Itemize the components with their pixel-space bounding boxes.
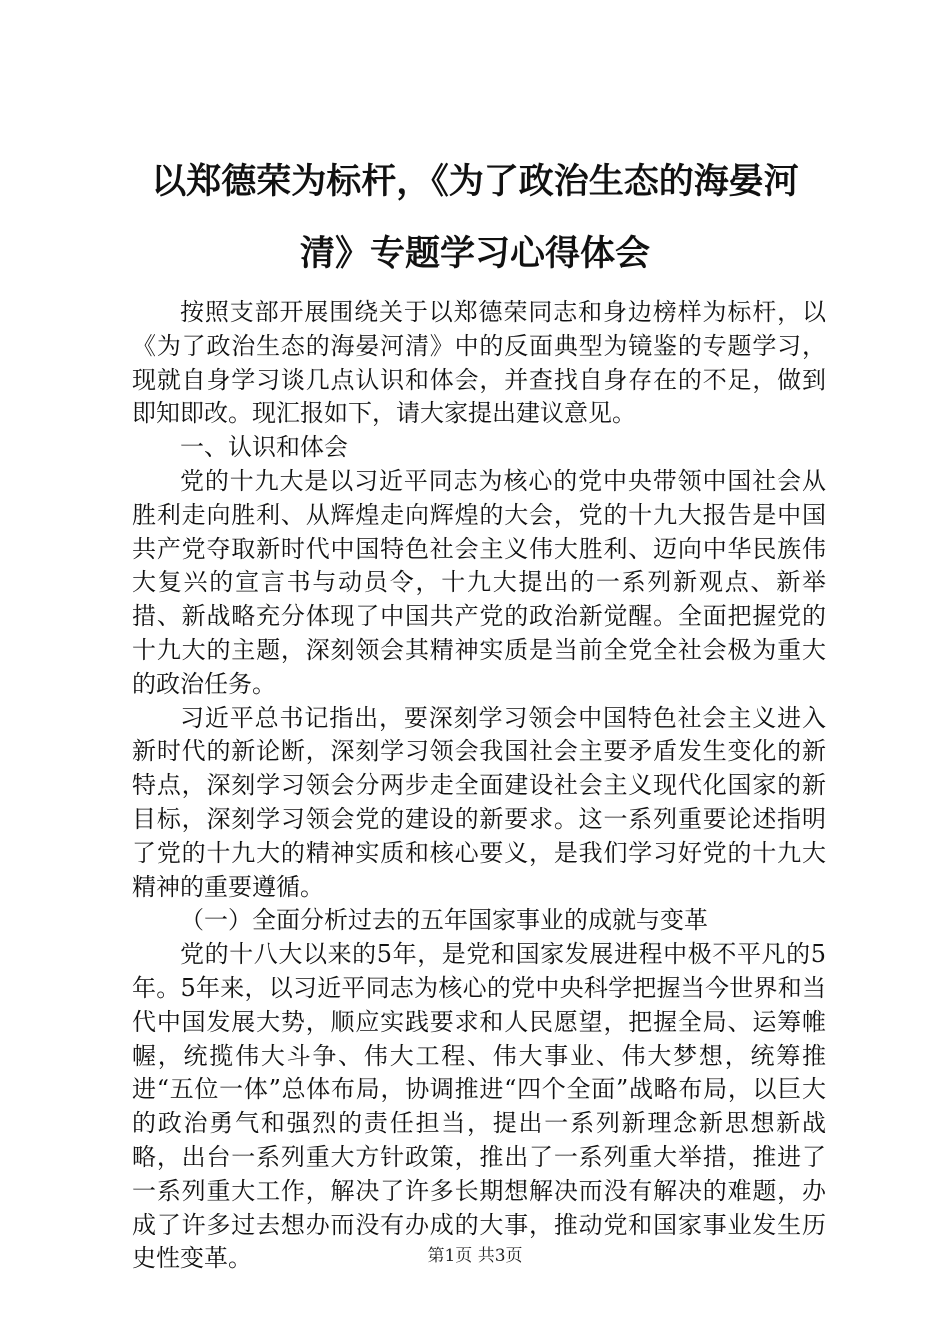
intro-paragraph: 按照支部开展围绕关于以郑德荣同志和身边榜样为标杆，以《为了政治生态的海晏河清》中的反面典型为镜鉴的专题学习，现就自身学习谈几点认识和体会，并查找自身存在的不足，做到即知即改。现汇报如下，请大家提出建议意见。 xyxy=(132,298,826,428)
body-paragraph: 习近平总书记指出，要深刻学习领会中国特色社会主义进入新时代的新论断，深刻学习领会我国社会主要矛盾发生变化的新特点，深刻学习领会分两步走全面建设社会主义现代化国家的新目标，深刻学习领会党的建设的新要求。这一系列重要论述指明了党的十九大的精神实质和核心要义，是我们学习好党的十九大精神的重要遵循。 xyxy=(132,703,826,901)
body-paragraph: 党的十八大以来的5年，是党和国家发展进程中极不平凡的5年。5年来，以习近平同志为核心的党中央科学把握当今世界和当代中国发展大势，顺应实践要求和人民愿望，把握全局、运筹帷幄，统揽伟大斗争、伟大工程、伟大事业、伟大梦想，统筹推进“五位一体”总体布局，协调推进“四个全面”战略布局，以巨大的政治勇气和强烈的责任担当，提出一系列新理念新思想新战略，出台一系列重大方针政策，推出了一系列重大举措，推进了一系列重大工作，解决了许多长期想解决而没有解决的难题，办成了许多过去想办而没有办成的大事，推动党和国家事业发生历史性变革。 xyxy=(132,940,826,1273)
document-title-line-1: 以郑德荣为标杆，《为了政治生态的海晏河 xyxy=(151,161,799,202)
document-title-line-2: 清》专题学习心得体会 xyxy=(299,233,650,274)
subsection-heading-1: （一）全面分析过去的五年国家事业的成就与变革 xyxy=(180,906,708,935)
body-paragraph: 党的十九大是以习近平同志为核心的党中央带领中国社会从胜利走向胜利、从辉煌走向辉煌的大会，党的十九大报告是中国共产党夺取新时代中国特色社会主义伟大胜利、迈向中华民族伟大复兴的宣言书与动员令，十九大提出的一系列新观点、新举措、新战略充分体现了中国共产党的政治新觉醒。全面把握党的十九大的主题，深刻领会其精神实质是当前全党全社会极为重大的政治任务。 xyxy=(132,466,826,698)
document-body xyxy=(132,296,826,1276)
section-heading-1: 一、认识和体会 xyxy=(180,433,348,462)
page-footer: 第1页 共3页 xyxy=(427,1246,523,1266)
